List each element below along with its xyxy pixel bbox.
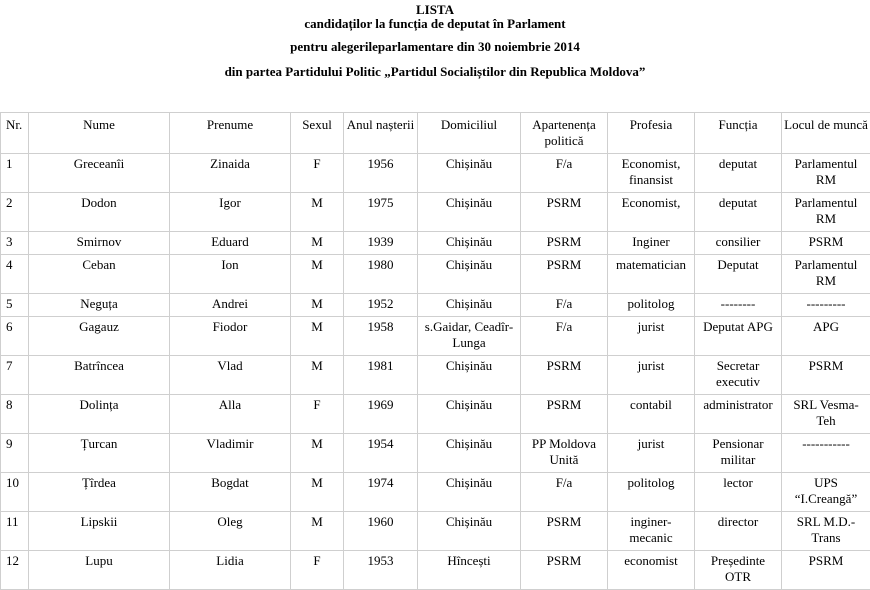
cell-anul: 1974 [344,473,418,512]
cell-apartenenta: F/a [521,294,608,317]
cell-prenume: Vlad [170,356,291,395]
cell-functia: deputat [695,154,782,193]
cell-apartenenta: PSRM [521,255,608,294]
cell-nume: Dodon [29,193,170,232]
cell-domiciliul: Hîncești [418,551,521,590]
cell-prenume: Andrei [170,294,291,317]
cell-nr: 6 [1,317,29,356]
cell-apartenenta: F/a [521,473,608,512]
party-line: din partea Partidului Politic „Partidul Socialiștilor din Republica Moldova” [0,64,870,80]
cell-profesia: politolog [608,294,695,317]
table-row [1,512,870,551]
cell-sexul: M [291,356,344,395]
cell-nr: 7 [1,356,29,395]
cell-locul: SRL Vesma-Teh [782,395,870,434]
cell-domiciliul: Chișinău [418,193,521,232]
table-row [1,356,870,395]
header-profesia: Profesia [608,113,695,154]
cell-anul: 1958 [344,317,418,356]
cell-apartenenta: PP Moldova Unită [521,434,608,473]
cell-locul: ----------- [782,434,870,473]
cell-domiciliul: Chișinău [418,434,521,473]
cell-anul: 1954 [344,434,418,473]
cell-sexul: M [291,294,344,317]
cell-prenume: Lidia [170,551,291,590]
cell-sexul: M [291,512,344,551]
cell-nr: 5 [1,294,29,317]
table-row [1,473,870,512]
cell-apartenenta: PSRM [521,232,608,255]
cell-nr: 11 [1,512,29,551]
cell-functia: administrator [695,395,782,434]
cell-sexul: F [291,395,344,434]
cell-sexul: F [291,551,344,590]
cell-domiciliul: Chișinău [418,294,521,317]
cell-profesia: Economist, finansist [608,154,695,193]
header-prenume: Prenume [170,113,291,154]
cell-prenume: Zinaida [170,154,291,193]
header-locul-de-munca: Locul de muncă [782,113,870,154]
cell-nume: Țurcan [29,434,170,473]
cell-domiciliul: Chișinău [418,473,521,512]
cell-apartenenta: PSRM [521,551,608,590]
cell-anul: 1980 [344,255,418,294]
cell-domiciliul: Chișinău [418,512,521,551]
cell-domiciliul: Chișinău [418,154,521,193]
cell-locul: SRL M.D.-Trans [782,512,870,551]
cell-locul: Parlamentul RM [782,255,870,294]
cell-domiciliul: s.Gaidar, Ceadîr-Lunga [418,317,521,356]
table-row [1,317,870,356]
document-title: LISTA [0,2,870,18]
cell-anul: 1975 [344,193,418,232]
cell-functia: Secretar executiv [695,356,782,395]
cell-nr: 2 [1,193,29,232]
cell-functia: Președinte OTR [695,551,782,590]
cell-apartenenta: PSRM [521,395,608,434]
cell-functia: consilier [695,232,782,255]
cell-domiciliul: Chișinău [418,356,521,395]
table-row [1,232,870,255]
cell-prenume: Alla [170,395,291,434]
cell-anul: 1960 [344,512,418,551]
cell-anul: 1981 [344,356,418,395]
header-apartenenta: Apartenența politică [521,113,608,154]
table-body [1,154,870,590]
cell-functia: Deputat APG [695,317,782,356]
cell-locul: Parlamentul RM [782,193,870,232]
cell-nr: 12 [1,551,29,590]
table-row [1,294,870,317]
cell-nume: Gagauz [29,317,170,356]
header-anul-nasterii: Anul nașterii [344,113,418,154]
cell-locul: PSRM [782,551,870,590]
cell-anul: 1956 [344,154,418,193]
table-row [1,255,870,294]
table-row [1,154,870,193]
cell-prenume: Igor [170,193,291,232]
cell-profesia: jurist [608,317,695,356]
cell-prenume: Fiodor [170,317,291,356]
cell-domiciliul: Chișinău [418,395,521,434]
header-sexul: Sexul [291,113,344,154]
table-row [1,193,870,232]
cell-nume: Smirnov [29,232,170,255]
document-subtitle: candidaților la funcția de deputat în Parlament [0,16,870,32]
cell-profesia: matematician [608,255,695,294]
cell-apartenenta: PSRM [521,193,608,232]
cell-profesia: contabil [608,395,695,434]
header-domiciliul: Domiciliul [418,113,521,154]
cell-domiciliul: Chișinău [418,232,521,255]
cell-sexul: M [291,255,344,294]
cell-profesia: Inginer [608,232,695,255]
cell-functia: director [695,512,782,551]
cell-profesia: jurist [608,356,695,395]
header-nr: Nr. [1,113,29,154]
cell-sexul: M [291,434,344,473]
cell-prenume: Bogdat [170,473,291,512]
cell-nume: Țîrdea [29,473,170,512]
cell-apartenenta: F/a [521,317,608,356]
header-nume: Nume [29,113,170,154]
cell-apartenenta: PSRM [521,512,608,551]
cell-nr: 4 [1,255,29,294]
cell-profesia: Economist, [608,193,695,232]
cell-nume: Lupu [29,551,170,590]
cell-anul: 1953 [344,551,418,590]
table-row [1,395,870,434]
cell-profesia: politolog [608,473,695,512]
cell-prenume: Eduard [170,232,291,255]
cell-apartenenta: F/a [521,154,608,193]
cell-locul: PSRM [782,232,870,255]
cell-functia: Deputat [695,255,782,294]
cell-anul: 1952 [344,294,418,317]
cell-prenume: Oleg [170,512,291,551]
cell-nr: 9 [1,434,29,473]
cell-apartenenta: PSRM [521,356,608,395]
cell-locul: --------- [782,294,870,317]
cell-nume: Dolința [29,395,170,434]
table-header-row [1,113,870,154]
cell-nr: 3 [1,232,29,255]
election-line: pentru alegerileparlamentare din 30 noiembrie 2014 [0,39,870,55]
cell-functia: -------- [695,294,782,317]
cell-profesia: jurist [608,434,695,473]
cell-sexul: M [291,232,344,255]
cell-functia: lector [695,473,782,512]
cell-nume: Neguța [29,294,170,317]
cell-anul: 1939 [344,232,418,255]
header-functia: Funcția [695,113,782,154]
candidates-table [0,112,870,590]
cell-sexul: F [291,154,344,193]
cell-anul: 1969 [344,395,418,434]
cell-nume: Ceban [29,255,170,294]
table-row [1,551,870,590]
cell-profesia: economist [608,551,695,590]
cell-prenume: Vladimir [170,434,291,473]
cell-locul: APG [782,317,870,356]
cell-nume: Batrîncea [29,356,170,395]
cell-functia: deputat [695,193,782,232]
cell-sexul: M [291,473,344,512]
cell-domiciliul: Chișinău [418,255,521,294]
cell-nr: 10 [1,473,29,512]
cell-profesia: inginer-mecanic [608,512,695,551]
cell-locul: UPS “I.Creangă” [782,473,870,512]
cell-prenume: Ion [170,255,291,294]
cell-nume: Lipskii [29,512,170,551]
table-row [1,434,870,473]
cell-nr: 1 [1,154,29,193]
cell-nume: Greceanîi [29,154,170,193]
cell-functia: Pensionar militar [695,434,782,473]
cell-sexul: M [291,193,344,232]
cell-locul: PSRM [782,356,870,395]
cell-locul: Parlamentul RM [782,154,870,193]
cell-sexul: M [291,317,344,356]
cell-nr: 8 [1,395,29,434]
